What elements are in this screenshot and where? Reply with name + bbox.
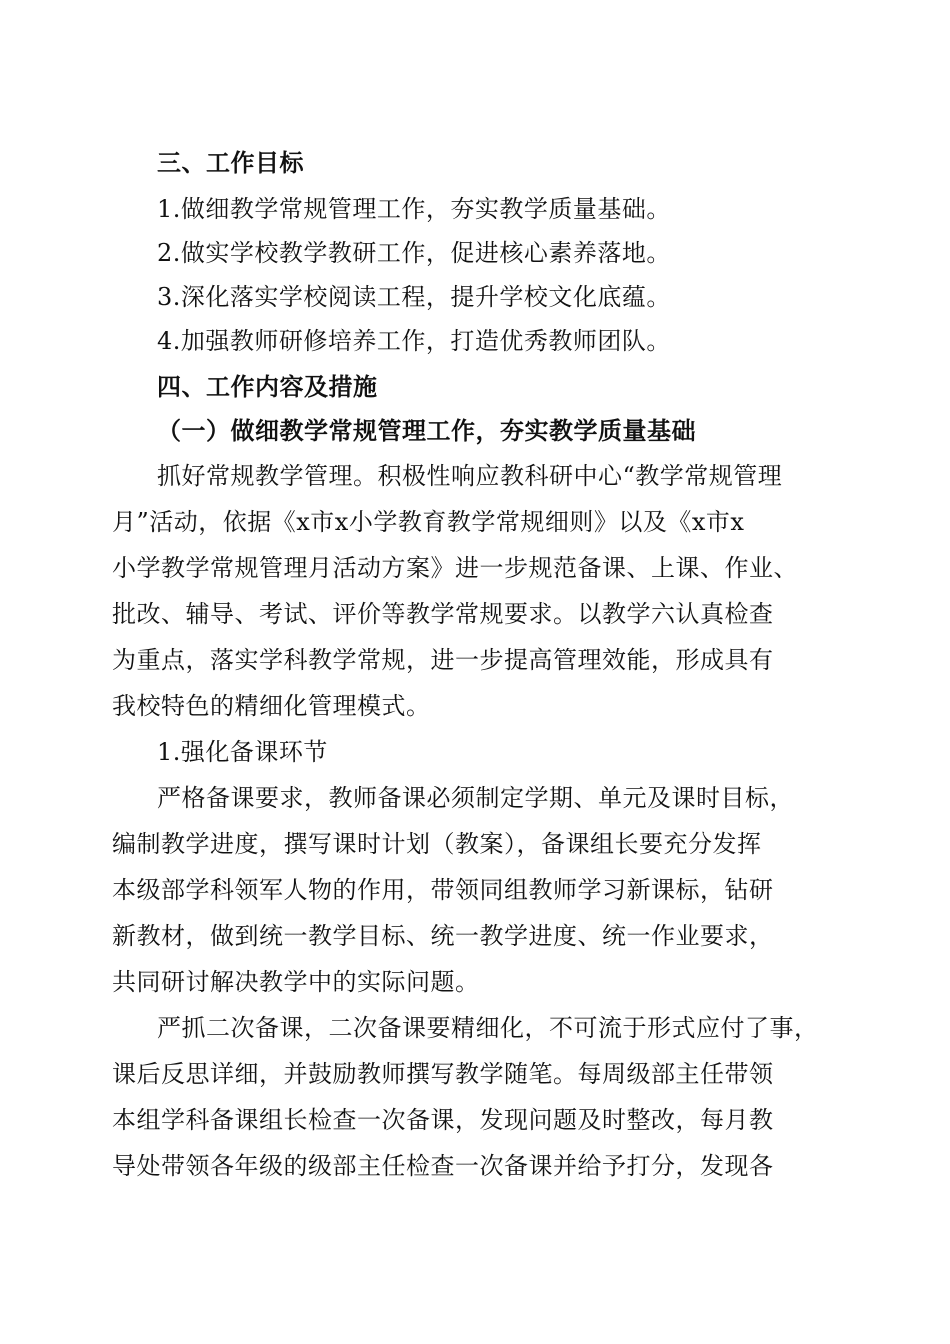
paragraph-2-line-1: 严格备课要求，教师备课必须制定学期、单元及课时目标， bbox=[157, 784, 794, 812]
paragraph-3-line-3: 本组学科备课组长检查一次备课，发现问题及时整改，每月教 bbox=[112, 1106, 774, 1134]
paragraph-1-line-1: 抓好常规教学管理。积极性响应教科研中心“教学常规管理 bbox=[157, 462, 783, 490]
paragraph-2-line-2: 编制教学进度，撰写课时计划（教案），备课组长要充分发挥 bbox=[112, 830, 762, 858]
paragraph-3-line-4: 导处带领各年级的级部主任检查一次备课并给予打分，发现各 bbox=[112, 1152, 774, 1180]
paragraph-2-line-3: 本级部学科领军人物的作用，带领同组教师学习新课标，钻研 bbox=[112, 876, 774, 904]
section-3-heading: 三、工作目标 bbox=[157, 149, 304, 177]
subsection-1-heading: （一）做细教学常规管理工作，夯实教学质量基础 bbox=[157, 417, 696, 445]
paragraph-1-line-5: 为重点，落实学科教学常规，进一步提高管理效能，形成具有 bbox=[112, 646, 774, 674]
paragraph-3-line-2: 课后反思详细，并鼓励教师撰写教学随笔。每周级部主任带领 bbox=[112, 1060, 774, 1088]
item-1-heading: 1.强化备课环节 bbox=[157, 738, 328, 766]
goal-item-3: 3.深化落实学校阅读工程，提升学校文化底蕴。 bbox=[157, 283, 671, 311]
paragraph-1-line-4: 批改、辅导、考试、评价等教学常规要求。以教学六认真检查 bbox=[112, 600, 774, 628]
paragraph-2-line-4: 新教材，做到统一教学目标、统一教学进度、统一作业要求， bbox=[112, 922, 774, 950]
paragraph-3-line-1: 严抓二次备课，二次备课要精细化，不可流于形式应付了事， bbox=[157, 1014, 819, 1042]
paragraph-1-line-3: 小学教学常规管理月活动方案》进一步规范备课、上课、作业、 bbox=[112, 554, 798, 582]
paragraph-1-line-2: 月”活动，依据《x市x小学教育教学常规细则》以及《x市x bbox=[112, 508, 745, 536]
section-4-heading: 四、工作内容及措施 bbox=[157, 373, 378, 401]
paragraph-1-line-6: 我校特色的精细化管理模式。 bbox=[112, 692, 431, 720]
goal-item-1: 1.做细教学常规管理工作，夯实教学质量基础。 bbox=[157, 195, 671, 223]
goal-item-4: 4.加强教师研修培养工作，打造优秀教师团队。 bbox=[157, 327, 671, 355]
paragraph-2-line-5: 共同研讨解决教学中的实际问题。 bbox=[112, 968, 480, 996]
goal-item-2: 2.做实学校教学教研工作，促进核心素养落地。 bbox=[157, 239, 671, 267]
